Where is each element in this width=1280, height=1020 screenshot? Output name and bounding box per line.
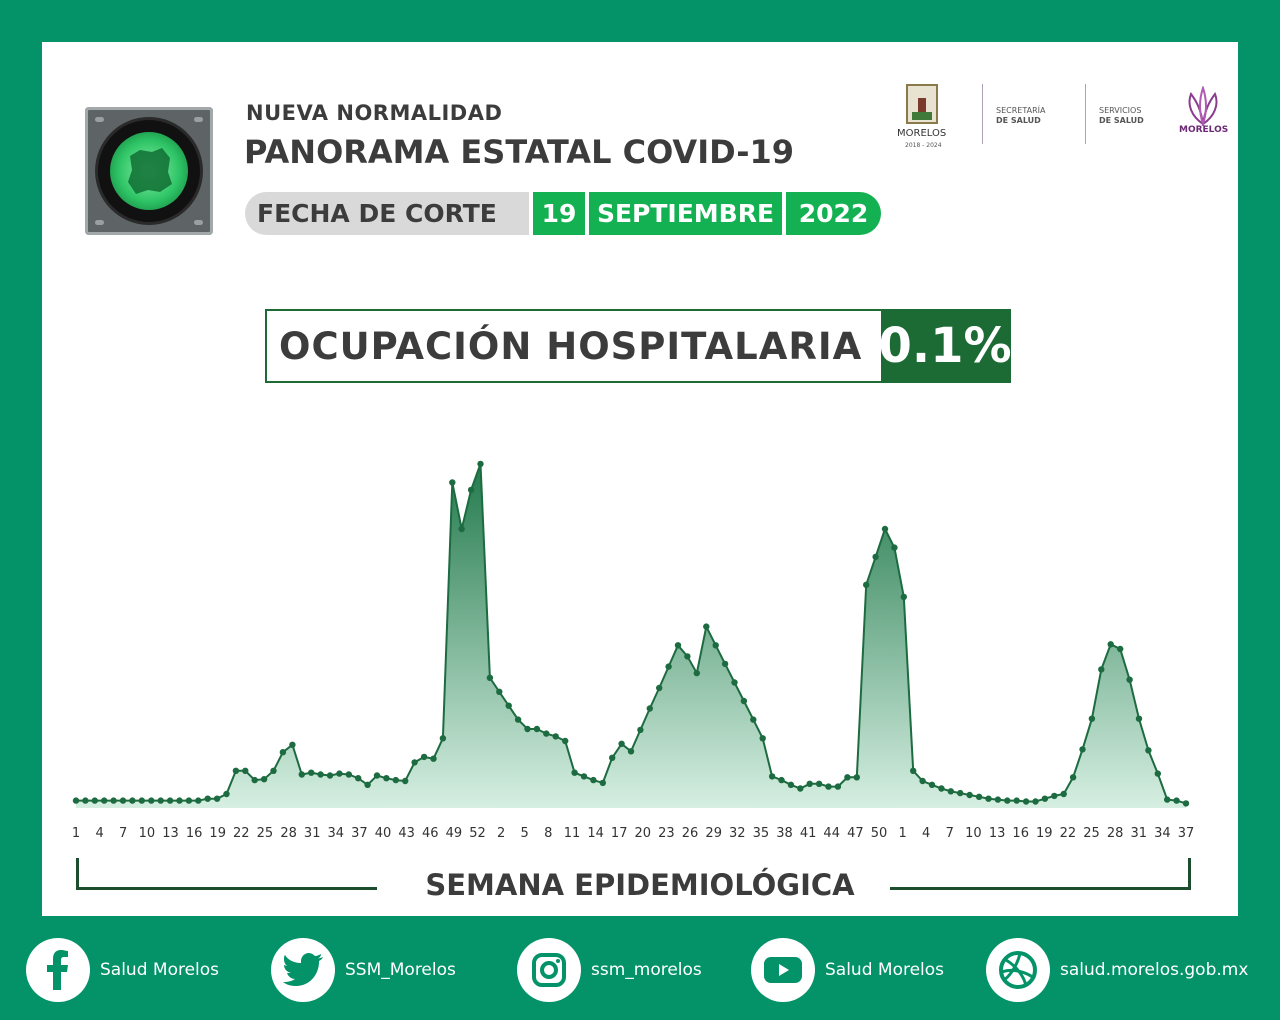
x-tick-label: 46	[422, 826, 439, 841]
data-point	[891, 544, 897, 550]
x-tick-label: 10	[138, 826, 156, 841]
servicios-line1: SERVICIOS	[1099, 106, 1142, 115]
page-title: PANORAMA ESTATAL COVID-19	[244, 133, 795, 171]
social-footer	[0, 930, 1280, 1020]
website-label: salud.morelos.gob.mx	[1060, 960, 1249, 980]
data-point	[581, 773, 587, 779]
data-point	[308, 770, 314, 776]
x-tick-label: 28	[280, 826, 297, 841]
data-point	[336, 770, 342, 776]
data-point	[778, 777, 784, 783]
data-point	[750, 716, 756, 722]
data-point	[1183, 800, 1189, 806]
x-tick-label: 2	[496, 826, 506, 841]
x-tick-label: 43	[398, 826, 415, 841]
data-point	[139, 797, 145, 803]
metric-label: OCUPACIÓN HOSPITALARIA	[279, 324, 863, 368]
x-tick-label: 11	[563, 826, 581, 841]
area-fill	[76, 464, 1186, 808]
data-point	[1023, 798, 1029, 804]
x-axis-title: SEMANA EPIDEMIOLÓGICA	[425, 868, 855, 902]
data-point	[82, 797, 88, 803]
x-tick-label: 8	[544, 826, 553, 841]
data-point	[449, 479, 455, 485]
data-point	[468, 487, 474, 493]
x-tick-label: 25	[256, 826, 274, 841]
data-point	[844, 774, 850, 780]
x-tick-label: 40	[374, 826, 392, 841]
servicios-line2: DE SALUD	[1099, 116, 1144, 125]
x-tick-label: 4	[922, 826, 931, 841]
data-point	[1004, 797, 1010, 803]
x-tick-label: 28	[1106, 826, 1124, 841]
x-tick-label: 34	[1154, 826, 1171, 841]
x-tick-label: 16	[185, 826, 203, 841]
data-point	[92, 797, 98, 803]
cut-date-year: 2022	[786, 192, 881, 235]
brand-label: MORELOS	[1179, 125, 1229, 135]
data-point	[609, 755, 615, 761]
data-point	[1126, 677, 1132, 683]
data-point	[364, 782, 370, 788]
data-point	[854, 774, 860, 780]
data-point	[741, 698, 747, 704]
data-point	[562, 738, 568, 744]
x-tick-label: 31	[1130, 826, 1148, 841]
data-point	[1079, 746, 1085, 752]
x-tick-label: 25	[1083, 826, 1100, 841]
twitter-label: SSM_Morelos	[345, 960, 456, 980]
data-point	[1042, 796, 1048, 802]
data-point	[110, 797, 116, 803]
data-point	[1014, 797, 1020, 803]
data-point	[882, 526, 888, 532]
youtube-label: Salud Morelos	[825, 960, 945, 980]
data-point	[430, 756, 436, 762]
facebook-label: Salud Morelos	[100, 960, 220, 980]
data-point	[261, 776, 267, 782]
data-point	[797, 785, 803, 791]
x-tick-label: 20	[634, 826, 652, 841]
x-tick-label: 5	[520, 826, 529, 841]
data-point	[957, 790, 963, 796]
x-tick-label: 7	[119, 826, 128, 841]
data-point	[355, 775, 361, 781]
youtube-icon	[751, 938, 815, 1002]
x-tick-label: 26	[681, 826, 699, 841]
data-point	[383, 775, 389, 781]
data-point	[637, 727, 643, 733]
data-point	[919, 778, 925, 784]
data-point	[1136, 716, 1142, 722]
data-point	[411, 759, 417, 765]
cut-date-day: 19	[533, 192, 585, 235]
data-point	[825, 783, 831, 789]
x-tick-label: 35	[752, 826, 770, 841]
data-point	[985, 796, 991, 802]
data-point	[816, 781, 822, 787]
secretaria-line1: SECRETARÍA	[996, 106, 1046, 115]
data-point	[863, 582, 869, 588]
data-point	[120, 797, 126, 803]
x-tick-label: 19	[1036, 826, 1053, 841]
subtitle: NUEVA NORMALIDAD	[246, 101, 503, 125]
data-point	[976, 794, 982, 800]
x-tick-label: 13	[988, 826, 1006, 841]
data-point	[665, 663, 671, 669]
data-point	[675, 642, 681, 648]
data-point	[176, 797, 182, 803]
morelos-label: MORELOS	[897, 128, 947, 139]
x-tick-label: 37	[1177, 826, 1195, 841]
data-point	[703, 623, 709, 629]
data-point	[1173, 797, 1179, 803]
x-tick-label: 34	[327, 826, 345, 841]
facebook-icon	[26, 938, 90, 1002]
data-point	[327, 772, 333, 778]
data-point	[195, 797, 201, 803]
data-point	[618, 741, 624, 747]
data-point	[440, 735, 446, 741]
x-tick-label: 31	[303, 826, 321, 841]
twitter-link[interactable]	[271, 938, 456, 1002]
data-point	[158, 797, 164, 803]
data-point	[496, 689, 502, 695]
data-point	[1070, 774, 1076, 780]
data-point	[242, 768, 248, 774]
instagram-label: ssm_morelos	[591, 960, 702, 980]
data-point	[553, 733, 559, 739]
data-point	[769, 773, 775, 779]
x-tick-label: 4	[95, 826, 104, 841]
data-point	[1098, 666, 1104, 672]
x-tick-label: 38	[776, 826, 793, 841]
data-point	[270, 768, 276, 774]
data-point	[571, 770, 577, 776]
data-point	[1164, 796, 1170, 802]
data-point	[694, 670, 700, 676]
x-tick-label: 13	[162, 826, 179, 841]
data-point	[280, 749, 286, 755]
x-tick-label: 32	[729, 826, 746, 841]
twitter-icon	[271, 938, 335, 1002]
x-tick-label: 1	[898, 826, 907, 841]
data-point	[656, 685, 662, 691]
data-point	[929, 782, 935, 788]
data-point	[421, 754, 427, 760]
data-point	[647, 705, 653, 711]
data-point	[788, 782, 794, 788]
data-point	[1089, 716, 1095, 722]
data-point	[600, 780, 606, 786]
data-point	[101, 797, 107, 803]
data-point	[872, 554, 878, 560]
data-point	[1051, 793, 1057, 799]
data-point	[515, 716, 521, 722]
data-point	[487, 675, 493, 681]
x-tick-label: 7	[945, 826, 954, 841]
data-point	[223, 791, 229, 797]
data-point	[966, 792, 972, 798]
data-point	[590, 777, 596, 783]
youtube-link[interactable]	[751, 938, 944, 1002]
x-tick-label: 17	[610, 826, 628, 841]
data-point	[1032, 798, 1038, 804]
x-tick-label: 50	[870, 826, 888, 841]
data-point	[938, 785, 944, 791]
data-point	[722, 661, 728, 667]
metric-value: 0.1%	[881, 311, 1009, 381]
x-tick-label: 47	[847, 826, 864, 841]
data-point	[167, 797, 173, 803]
x-tick-label: 52	[469, 826, 486, 841]
x-tick-label: 1	[71, 826, 81, 841]
instagram-link[interactable]	[517, 938, 702, 1002]
data-point	[214, 796, 220, 802]
data-point	[807, 781, 813, 787]
data-point	[148, 797, 154, 803]
x-tick-label: 14	[587, 826, 604, 841]
data-point	[317, 771, 323, 777]
data-point	[393, 777, 399, 783]
data-point	[289, 742, 295, 748]
x-tick-label: 22	[1059, 826, 1077, 841]
data-point	[402, 778, 408, 784]
instagram-icon	[517, 938, 581, 1002]
data-point	[684, 653, 690, 659]
x-tick-label: 19	[209, 826, 226, 841]
x-tick-label: 37	[351, 826, 368, 841]
cut-date-label: FECHA DE CORTE	[245, 192, 529, 235]
x-tick-label: 29	[705, 826, 722, 841]
data-point	[1061, 791, 1067, 797]
data-point	[506, 703, 512, 709]
data-point	[760, 735, 766, 741]
data-point	[1117, 646, 1123, 652]
data-point	[534, 726, 540, 732]
website-link[interactable]	[986, 938, 1248, 1002]
data-point	[948, 788, 954, 794]
data-point	[233, 768, 239, 774]
x-tick-label: 16	[1012, 826, 1029, 841]
data-point	[459, 526, 465, 532]
morelos-years: 2018 - 2024	[905, 142, 942, 149]
data-point	[374, 772, 380, 778]
data-point	[477, 461, 483, 467]
data-point	[205, 796, 211, 802]
x-tick-label: 22	[233, 826, 250, 841]
data-point	[835, 783, 841, 789]
data-point	[299, 771, 305, 777]
data-point	[1108, 641, 1114, 647]
facebook-link[interactable]	[26, 938, 219, 1002]
data-point	[713, 642, 719, 648]
data-point	[129, 797, 135, 803]
data-point	[1155, 770, 1161, 776]
data-point	[901, 594, 907, 600]
cut-date-month: SEPTIEMBRE	[589, 192, 782, 235]
x-tick-label: 10	[965, 826, 982, 841]
data-point	[186, 797, 192, 803]
x-tick-label: 23	[658, 826, 675, 841]
data-point	[346, 771, 352, 777]
data-point	[628, 748, 634, 754]
secretaria-line2: DE SALUD	[996, 116, 1041, 125]
data-point	[731, 679, 737, 685]
globe-icon	[986, 938, 1050, 1002]
x-tick-label: 41	[799, 826, 817, 841]
data-point	[995, 796, 1001, 802]
data-point	[73, 797, 79, 803]
data-point	[1145, 747, 1151, 753]
x-tick-label: 44	[823, 826, 840, 841]
data-point	[543, 730, 549, 736]
data-point	[524, 726, 530, 732]
x-tick-label: 49	[445, 826, 463, 841]
data-point	[910, 768, 916, 774]
data-point	[252, 777, 258, 783]
